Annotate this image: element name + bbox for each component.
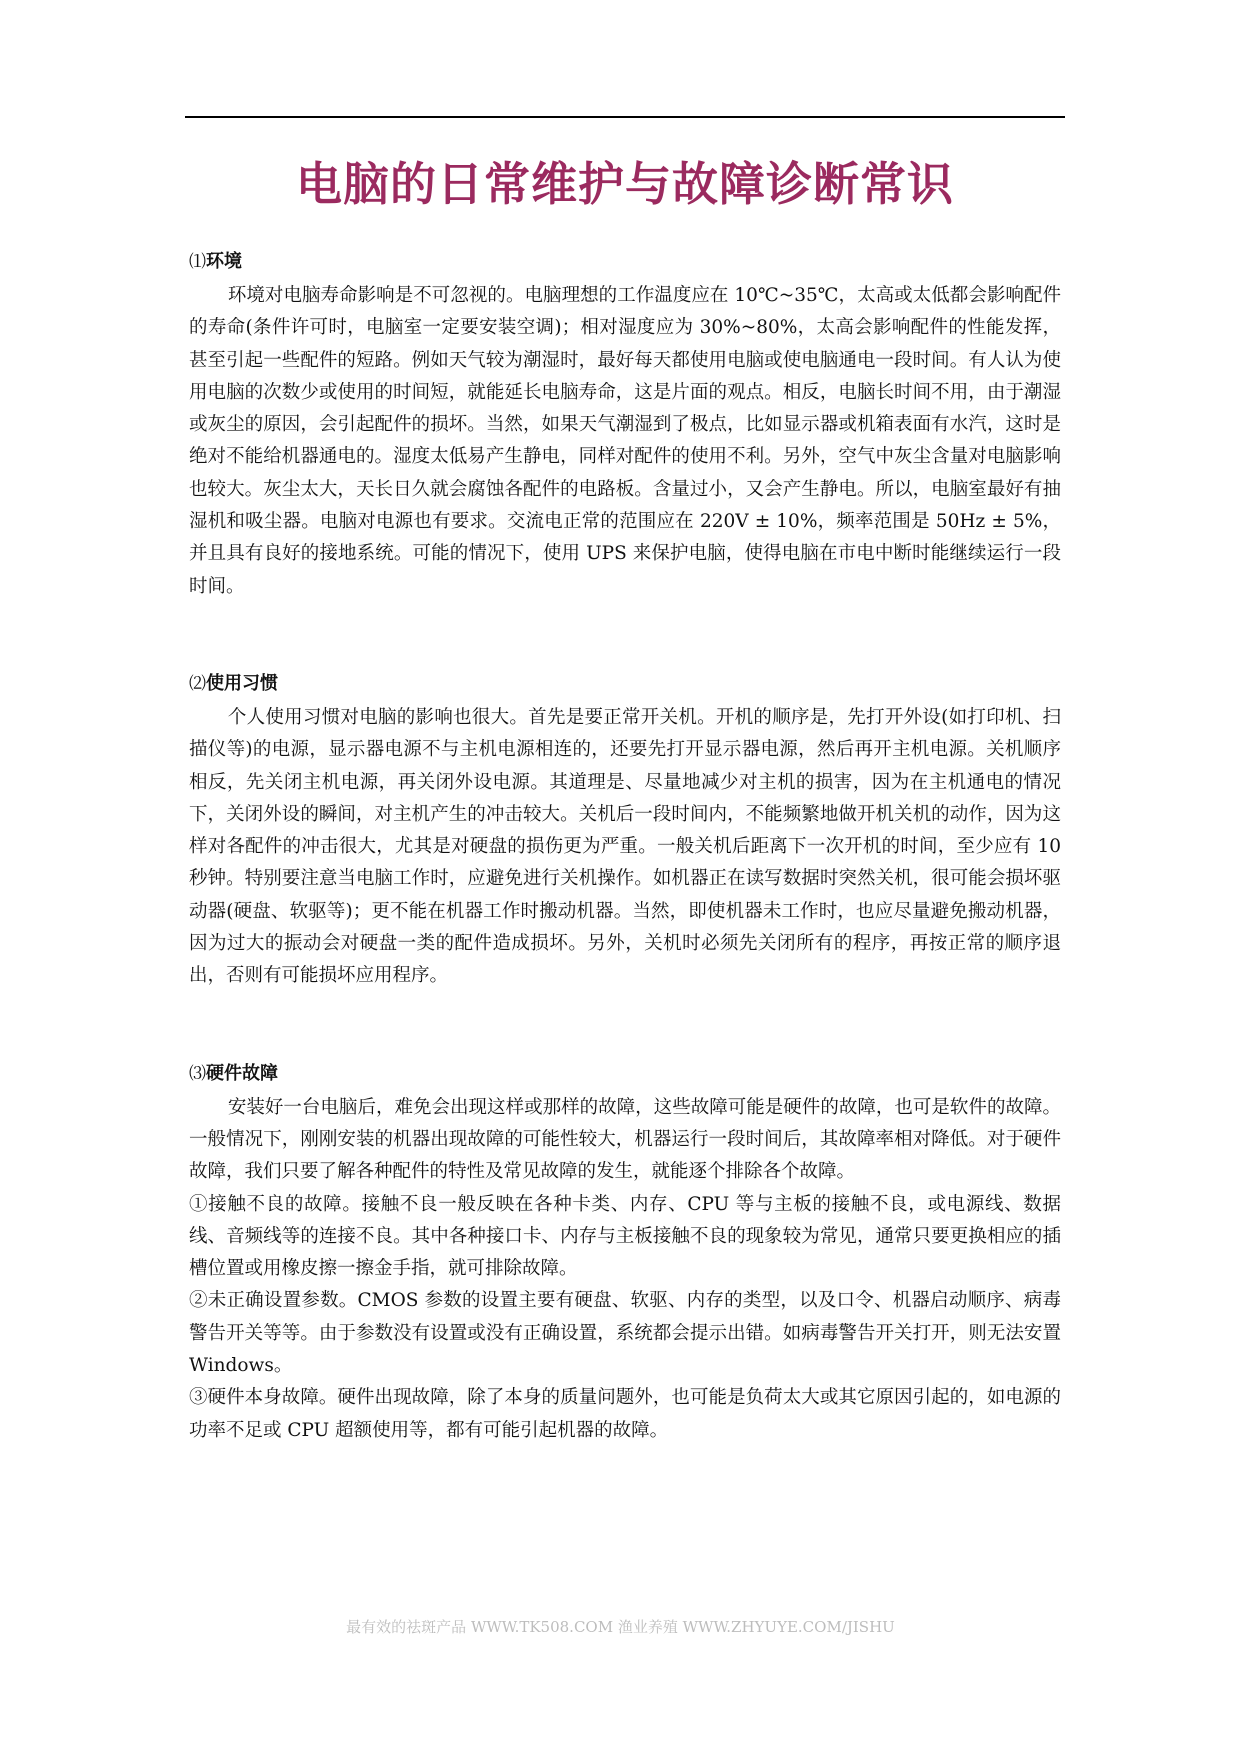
section-title: 硬件故障 [206, 1062, 278, 1084]
page-footer: 最有效的祛斑产品 WWW.TK508.COM 渔业养殖 WWW.ZHYUYE.COM/JISHU [346, 1618, 895, 1636]
list-item-parameter-fault: ②未正确设置参数。CMOS 参数的设置主要有硬盘、软驱、内存的类型，以及口令、机器启动顺序、病毒警告开关等等。由于参数没有设置或没有正确设置，系统都会提示出错。如病毒警告开关打开，则无法安置 Windows。 [189, 1290, 1061, 1377]
list-item-hardware-fault: ③硬件本身故障。硬件出现故障，除了本身的质量问题外，也可能是负荷太大或其它原因引起的，如电源的功率不足或 CPU 超额使用等，都有可能引起机器的故障。 [189, 1387, 1061, 1441]
section-hardware-faults [189, 1060, 1061, 1447]
section-number: ⑴ [189, 252, 206, 272]
document-body [189, 248, 1061, 1447]
paragraph: 安装好一台电脑后，难免会出现这样或那样的故障，这些故障可能是硬件的故障，也可是软件的故障。一般情况下，刚刚安装的机器出现故障的可能性较大，机器运行一段时间后，其故障率相对降低。对于硬件故障，我们只要了解各种配件的特性及常见故障的发生，就能逐个排除各个故障。 [189, 1096, 1061, 1183]
section-environment [189, 248, 1061, 603]
header-rule [185, 116, 1065, 118]
section-heading [189, 1060, 1061, 1088]
section-title: 使用习惯 [206, 672, 278, 694]
paragraph: 环境对电脑寿命影响是不可忽视的。电脑理想的工作温度应在 10℃~35℃，太高或太低都会影响配件的寿命(条件许可时，电脑室一定要安装空调)；相对湿度应为 30%~80%，太高会影响配件的性能发挥，甚至引起一些配件的短路。例如天气较为潮湿时，最好每天都使用电脑或使电脑通电一段时间。有人认为使用电脑的次数少或使用的时间短，就能延长电脑寿命，这是片面的观点。相反，电脑长时间不用，由于潮湿或灰尘的原因，会引起配件的损坏。当然，如果天气潮湿到了极点，比如显示器或机箱表面有水汽，这时是绝对不能给机器通电的。湿度太低易产生静电，同样对配件的使用不利。另外，空气中灰尘含量对电脑影响也较大。灰尘太大，天长日久就会腐蚀各配件的电路板。含量过小，又会产生静电。所以，电脑室最好有抽湿机和吸尘器。电脑对电源也有要求。交流电正常的范围应在 220V ± 10%，频率范围是 50Hz ± 5%，并且具有良好的接地系统。可能的情况下，使用 UPS 来保护电脑，使得电脑在市电中断时能继续运行一段时间。 [189, 285, 1061, 597]
section-heading [189, 248, 1061, 276]
document-title: 电脑的日常维护与故障诊断常识 [296, 157, 954, 211]
paragraph: 个人使用习惯对电脑的影响也很大。首先是要正常开关机。开机的顺序是，先打开外设(如打印机、扫描仪等)的电源，显示器电源不与主机电源相连的，还要先打开显示器电源，然后再开主机电源。关机顺序相反，先关闭主机电源，再关闭外设电源。其道理是、尽量地减少对主机的损害，因为在主机通电的情况下，关闭外设的瞬间，对主机产生的冲击较大。关机后一段时间内，不能频繁地做开机关机的动作，因为这样对各配件的冲击很大，尤其是对硬盘的损伤更为严重。一般关机后距离下一次开机的时间，至少应有 10 秒钟。特别要注意当电脑工作时，应避免进行关机操作。如机器正在读写数据时突然关机，很可能会损坏驱动器(硬盘、软驱等)；更不能在机器工作时搬动机器。当然，即使机器未工作时，也应尽量避免搬动机器，因为过大的振动会对硬盘一类的配件造成损坏。另外，关机时必须先关闭所有的程序，再按正常的顺序退出，否则有可能损坏应用程序。 [189, 706, 1061, 987]
section-number: ⑵ [189, 673, 206, 694]
section-title: 环境 [206, 251, 242, 272]
section-number: ⑶ [189, 1063, 206, 1084]
list-item-contact-fault: ①接触不良的故障。接触不良一般反映在各种卡类、内存、CPU 等与主板的接触不良，或电源线、数据线、音频线等的连接不良。其中各种接口卡、内存与主板接触不良的现象较为常见，通常只要更换相应的插槽位置或用橡皮擦一擦金手指，就可排除故障。 [189, 1193, 1061, 1280]
section-heading [189, 670, 1061, 698]
section-usage-habits [189, 670, 1061, 993]
